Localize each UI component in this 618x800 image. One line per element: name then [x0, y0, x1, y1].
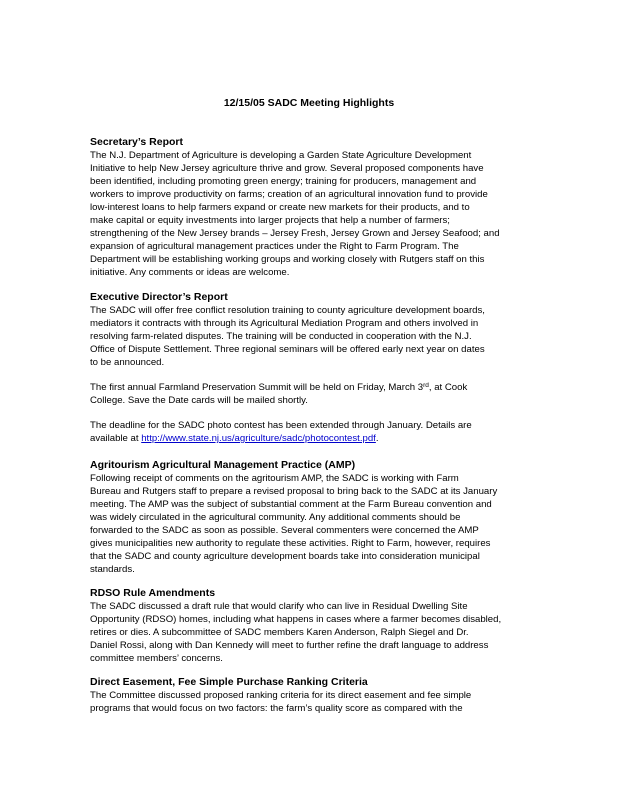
text-line: The SADC discussed a draft rule that would clarify who can live in Residual Dwelling Site: [90, 601, 468, 612]
executive-report-paragraph-1: [90, 304, 530, 369]
executive-report-section: [90, 291, 530, 369]
text-line: standards.: [90, 564, 135, 576]
photo-contest-link[interactable]: http://www.state.nj.us/agriculture/sadc/photocontest.pdf: [141, 433, 376, 445]
text-line: strengthening of the New Jersey brands – Jersey Fresh, Jersey Grown and Jersey Seafood; and: [90, 228, 500, 240]
agritourism-body: [90, 472, 530, 576]
agritourism-section: [90, 459, 530, 576]
text-line: meeting. The AMP was the subject of substantial comment at the Farm Bureau convention and: [90, 499, 492, 511]
secretary-report-heading: Secretary’s Report: [90, 136, 183, 148]
text-line: gives municipalities new authority to regulate these activities. Right to Farm, however, requires: [90, 538, 491, 550]
text-line: been identified, including promoting green energy; training for producers, management and: [90, 176, 477, 188]
text-line: Opportunity (RDSO) homes, including what happens in cases where a farmer becomes disabled,: [90, 614, 502, 626]
text-line: Initiative to help New Jersey agriculture thrive and grow. Several proposed components have: [90, 163, 484, 175]
text-line: mediators it contracts with through its Agricultural Mediation Program and others involved in: [90, 318, 479, 330]
secretary-report-section: [90, 136, 530, 279]
rdso-body: [90, 600, 530, 665]
text-line: was widely circulated in the agricultural community. Any additional comments should be: [90, 512, 461, 524]
executive-report-heading: Executive Director’s Report: [90, 291, 228, 303]
agritourism-heading: Agritourism Agricultural Management Practice (AMP): [90, 459, 356, 471]
text-line: [90, 381, 530, 394]
text-line: forwarded to the SADC as soon as possible. Several commenters were concerned the AMP: [90, 525, 479, 537]
text-line: The Committee discussed proposed ranking criteria for its direct easement and fee simple: [90, 690, 472, 701]
summit-text-end: , at Cook: [428, 382, 468, 393]
text-line: Bureau and Rutgers staff to prepare a revised proposal to bring back to the SADC at its January: [90, 486, 498, 498]
page-title: 12/15/05 SADC Meeting Highlights: [223, 97, 395, 109]
text-line: resolving farm-related disputes. The training will be conducted in cooperation with the N.J.: [90, 331, 472, 343]
text-line: expansion of agricultural management practices under the Right to Farm Program. The: [90, 241, 459, 253]
text-line: make capital or equity investments into larger projects that help a number of farmers;: [90, 215, 450, 227]
superscript: rd: [423, 382, 429, 389]
text-line: Following receipt of comments on the agritourism AMP, the SADC is working with Farm: [90, 473, 459, 484]
text-line: [90, 432, 530, 445]
text-line: Daniel Rossi, along with Dan Kennedy will meet to further refine the draft language to address: [90, 640, 489, 652]
easement-section: [90, 676, 530, 715]
text-line: workers to improve productivity on farms; creation of an agricultural innovation fund to provide: [90, 189, 488, 201]
text-line: to be announced.: [90, 357, 165, 369]
text-line: initiative. Any comments or ideas are welcome.: [90, 267, 290, 279]
text-line: low-interest loans to help farmers expand or create new markets for their products, and to: [90, 202, 470, 214]
executive-report-paragraph-3: [90, 419, 530, 445]
period-text: .: [375, 433, 379, 445]
executive-report-paragraph-2: [90, 381, 530, 407]
text-line: The N.J. Department of Agriculture is developing a Garden State Agriculture Development: [90, 150, 472, 161]
secretary-report-body: [90, 149, 530, 279]
available-text: available at: [90, 433, 142, 445]
text-line: that the SADC and county agriculture development boards take into consideration municipal: [90, 551, 480, 563]
text-line: retires or dies. A subcommittee of SADC members Karen Anderson, Ralph Siegel and Dr.: [90, 627, 469, 639]
easement-body: [90, 689, 530, 715]
rdso-section: [90, 587, 530, 665]
text-line: committee members’ concerns.: [90, 653, 223, 665]
text-line: The deadline for the SADC photo contest has been extended through January. Details are: [90, 420, 472, 431]
text-line: Department will be establishing working groups and working closely with Rutgers staff on this: [90, 254, 485, 266]
easement-heading: Direct Easement, Fee Simple Purchase Ranking Criteria: [90, 676, 368, 688]
summit-text: The first annual Farmland Preservation Summit will be held on Friday, March 3: [90, 382, 424, 393]
text-line: The SADC will offer free conflict resolution training to county agriculture development boards,: [90, 305, 485, 316]
text-line: Office of Dispute Settlement. Three regional seminars will be offered early next year on dates: [90, 344, 485, 356]
text-line: programs that would focus on two factors: the farm’s quality score as compared with the: [90, 703, 463, 715]
rdso-heading: RDSO Rule Amendments: [90, 587, 216, 599]
text-line: College. Save the Date cards will be mailed shortly.: [90, 395, 308, 407]
